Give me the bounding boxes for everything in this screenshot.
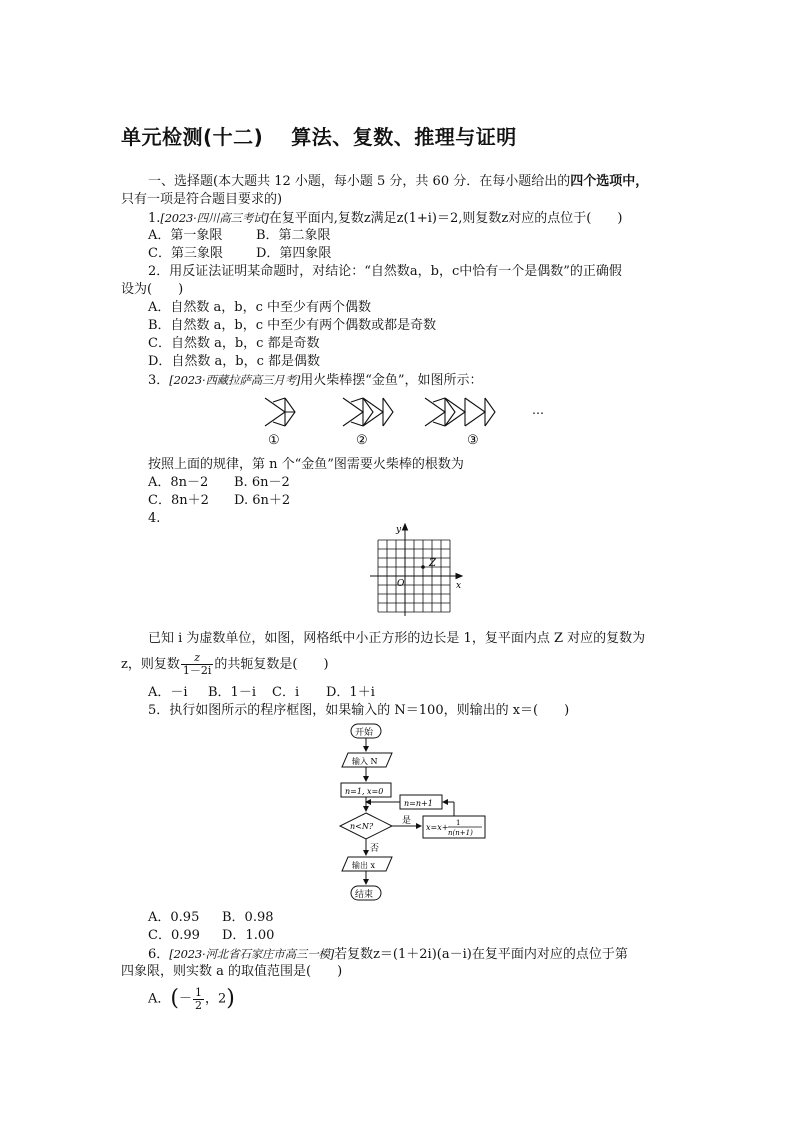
complex-plane-grid — [360, 522, 470, 618]
goldfish-label-1: ① — [268, 433, 280, 448]
question-4-stem-line2: z，则复数 $\frac{z}{1-2i}$ 的共轭复数是( ) — [121, 651, 329, 677]
goldfish-2 — [343, 398, 393, 426]
flow-assign-num: 1 — [456, 819, 461, 827]
question-2-option-a: A．自然数 a，b，c 中至少有两个偶数 — [148, 300, 372, 315]
flow-init-label: n=1, x=0 — [345, 787, 384, 796]
page-title — [121, 121, 517, 150]
flow-output-label: 输出 x — [352, 861, 376, 870]
question-2-stem-line1: 2．用反证法证明某命题时，对结论：“自然数a，b，c中恰有一个是偶数”的正确假 — [148, 264, 622, 279]
question-2-option-b: B．自然数 a，b，c 中至少有两个偶数或都是奇数 — [148, 318, 437, 333]
goldfish-label-2: ② — [356, 433, 368, 448]
flow-assign-den: n(n+1) — [448, 829, 473, 837]
point-z-label: Z — [429, 558, 436, 569]
axis-x-label: x — [456, 581, 462, 591]
question-2-option-c: C．自然数 a，b，c 都是奇数 — [148, 336, 320, 351]
goldfish-1 — [265, 398, 295, 426]
flow-assign-label: x=x+ — [426, 823, 449, 832]
question-4-number: 4. — [148, 511, 161, 526]
flow-no-label: 否 — [370, 844, 380, 854]
axes — [370, 524, 462, 616]
point-z-marker — [421, 565, 425, 569]
goldfish-figure — [255, 392, 555, 450]
conjugate-fraction: $\frac{z}{1-2i}$ — [182, 651, 212, 677]
goldfish-label-3: ③ — [467, 433, 479, 448]
question-4-stem-line1: 已知 i 为虚数单位，如图，网格纸中小正方形的边长是 1，复平面内点 Z 对应的复数为 — [148, 631, 646, 646]
flow-end-label: 结束 — [355, 890, 374, 900]
question-5-stem: 5．执行如图所示的程序框图，如果输入的 N＝100，则输出的 x＝( ) — [148, 703, 570, 718]
question-5-options-cd: C．0.99 D．1.00 — [148, 928, 275, 943]
question-3-options-cd: C．8n＋2 D. 6n＋2 — [148, 493, 291, 508]
question-4-options: A．－i B．1－i C．i D．1＋i — [148, 685, 375, 700]
question-1-options-cd: C．第三象限 D．第四象限 — [148, 246, 332, 261]
question-2-option-d: D．自然数 a，b，c 都是偶数 — [148, 354, 321, 369]
question-1-options-ab: A．第一象限 B．第二象限 — [148, 228, 331, 243]
flow-yes-label: 是 — [402, 816, 412, 826]
question-6-option-a: A．(－ $\frac{1}{2}$ ，2) — [148, 985, 235, 1012]
question-5-options-ab: A．0.95 B．0.98 — [148, 910, 274, 925]
axis-y-label: y — [396, 525, 402, 535]
section-heading-line1: 一、选择题(本大题共 12 小题，每小题 5 分，共 60 分．在每小题给出的四个选项中， — [148, 174, 649, 189]
goldfish-ellipsis: … — [532, 403, 544, 417]
flow-start-label: 开始 — [355, 728, 374, 738]
flow-input-label: 输入 N — [352, 757, 378, 766]
question-3-text: 按照上面的规律，第 n 个“金鱼”图需要火柴棒的根数为 — [148, 457, 464, 472]
title-part1: 单元检测(十二) — [121, 125, 264, 149]
question-3-options-ab: A．8n－2 B. 6n－2 — [148, 475, 290, 490]
flow-condition-label: n<N? — [350, 822, 374, 831]
flowchart — [330, 720, 500, 906]
question-1-stem: 1.[2023·四川高三考试]在复平面内,复数z满足z(1+i)＝2,则复数z对应的点位于( ) — [148, 211, 623, 226]
question-6-stem: 6．[2023·河北省石家庄市高三一模]若复数z＝(1＋2i)(a－i)在复平面内对应的点位于第 — [148, 947, 628, 962]
flow-update-label: n=n+1 — [404, 799, 433, 808]
section-heading-line2: 只有一项是符合题目要求的) — [121, 192, 283, 207]
title-part2: 算法、复数、推理与证明 — [291, 125, 517, 149]
question-2-stem-line2: 设为( ) — [121, 282, 184, 297]
goldfish-3 — [425, 398, 495, 426]
origin-label: O — [397, 579, 405, 589]
question-6-stem-line2: 四象限，则实数 a 的取值范围是( ) — [121, 964, 343, 979]
question-3-stem: 3．[2023·西藏拉萨高三月考]用火柴棒摆“金鱼”，如图所示： — [148, 373, 483, 388]
